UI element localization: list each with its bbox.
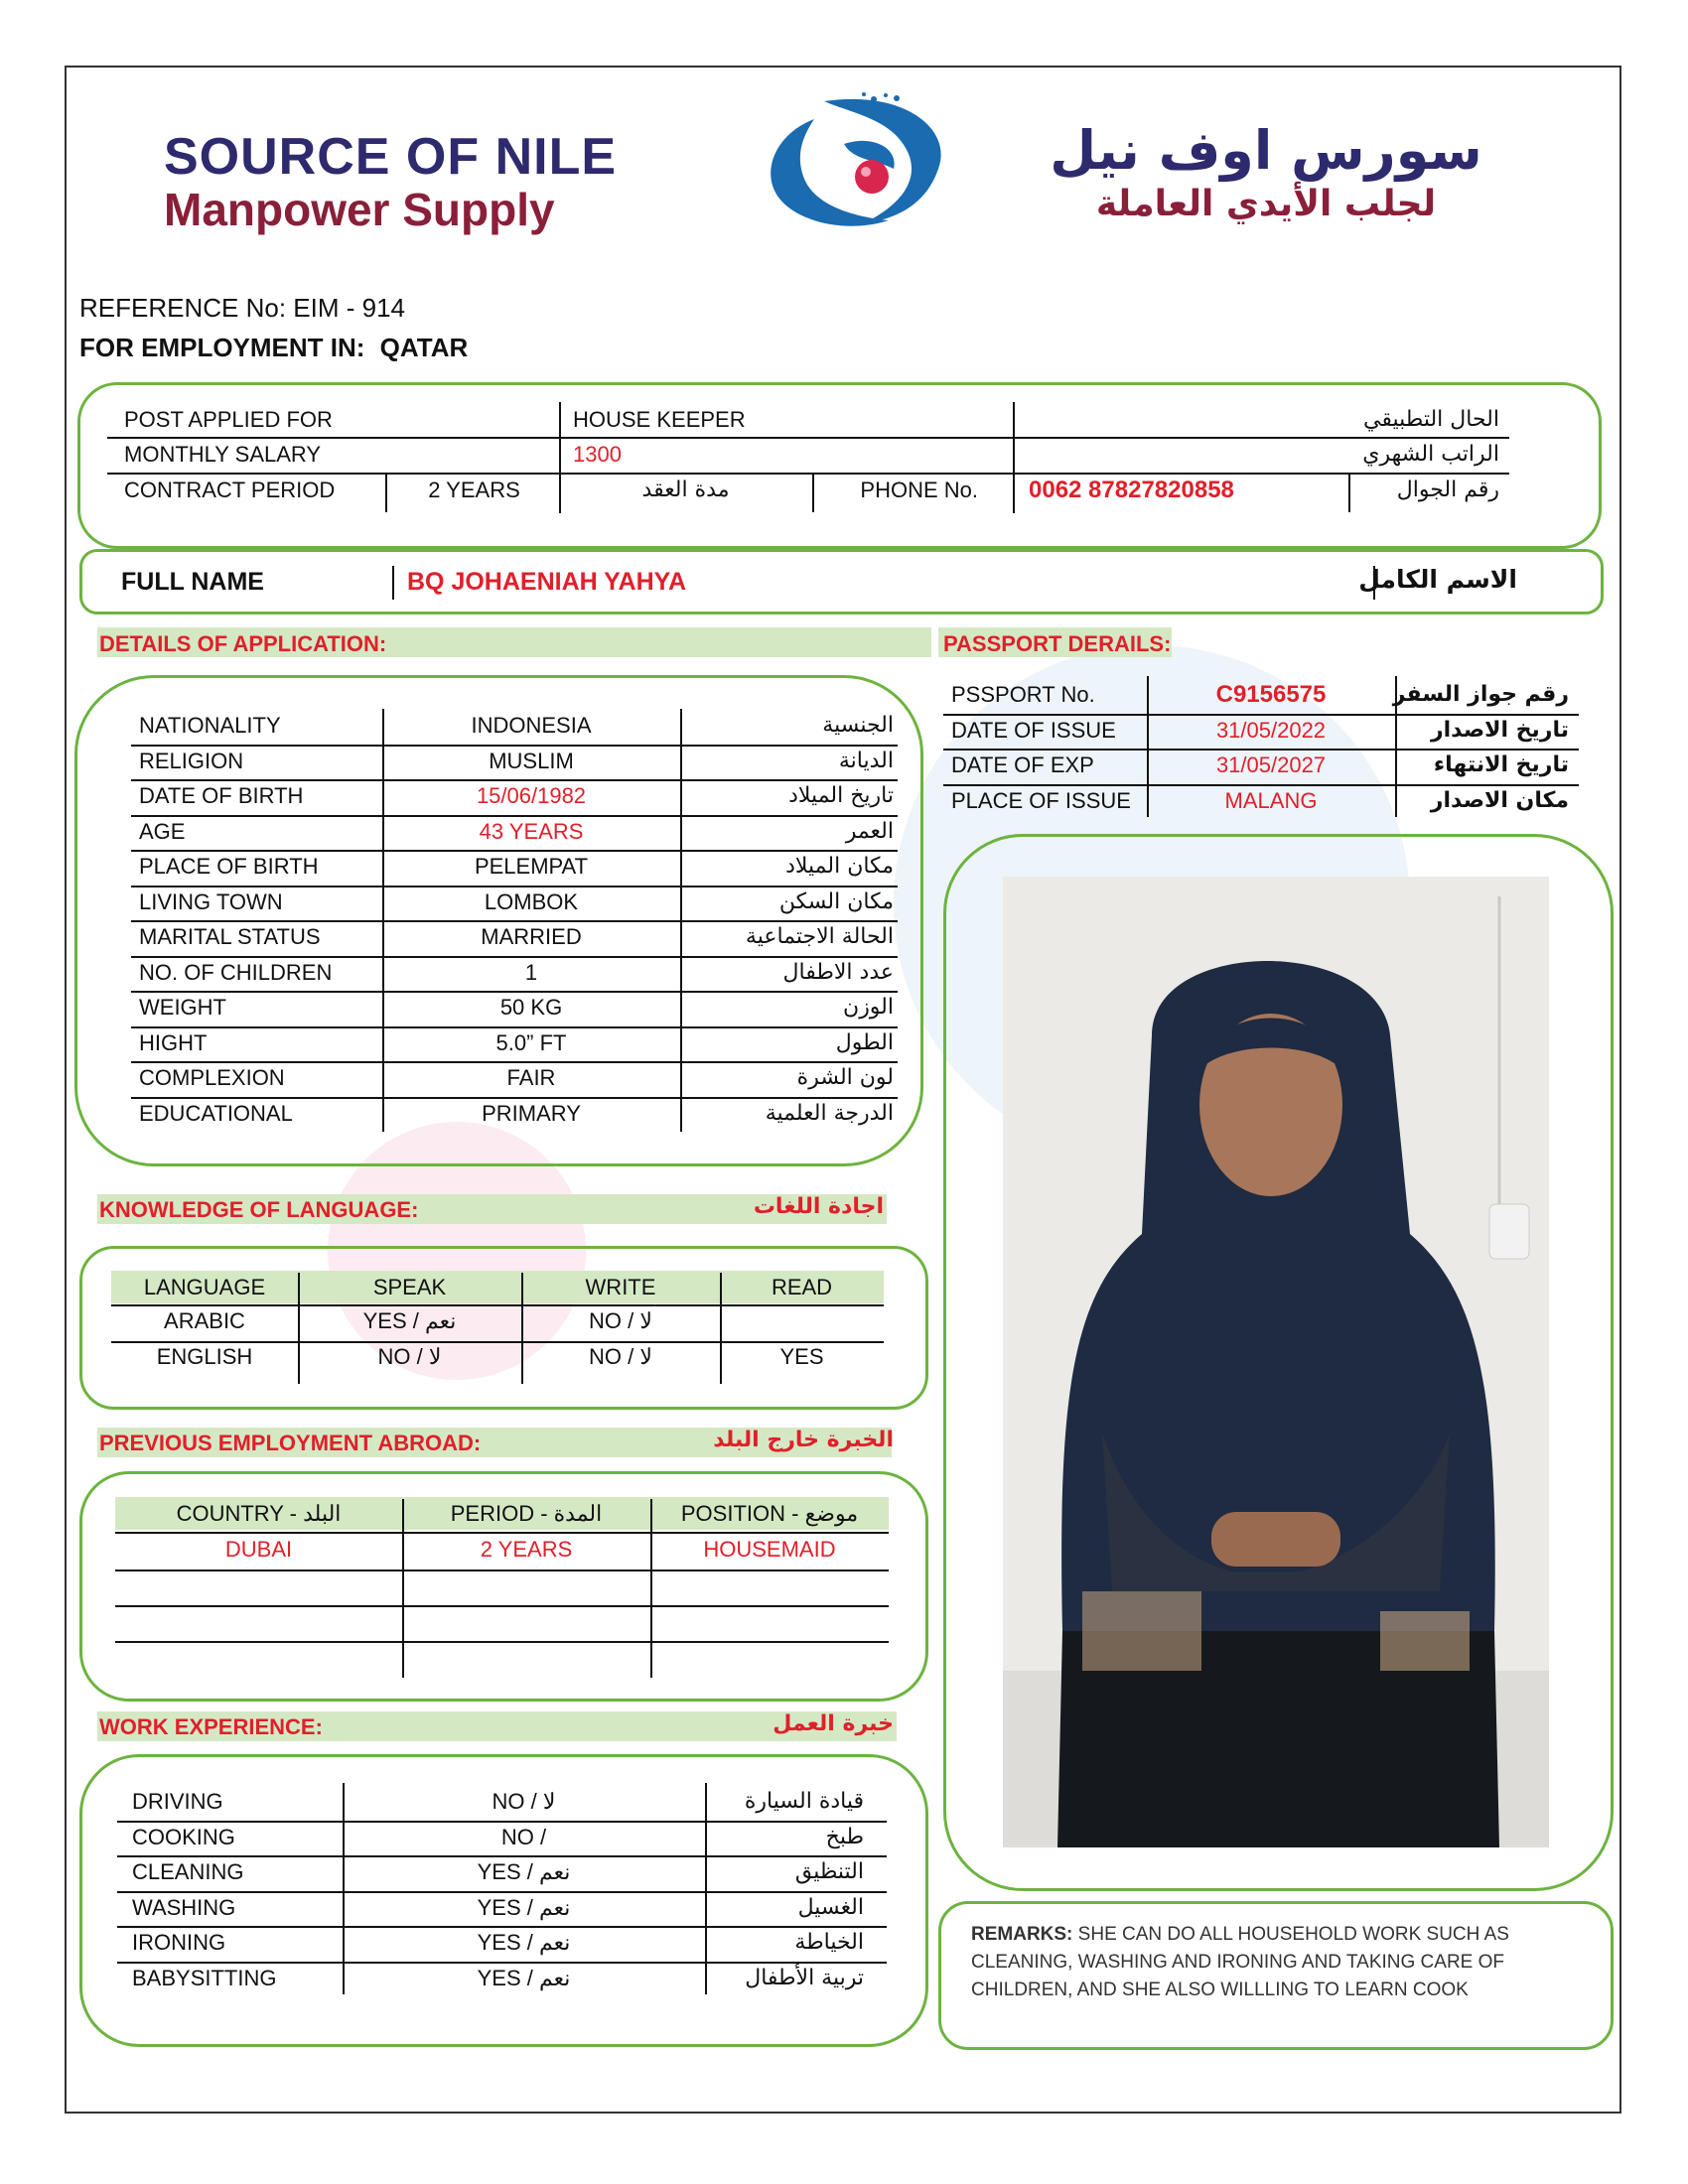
employment-label: FOR EMPLOYMENT IN: (79, 333, 365, 362)
applicant-photo (1003, 877, 1549, 1847)
detail-label: COMPLEXION (139, 1065, 285, 1090)
table-rule (111, 1304, 884, 1306)
detail-label: DATE OF BIRTH (139, 783, 304, 808)
phone-label: PHONE No. (860, 478, 978, 502)
work-label-ar: الغسيل (797, 1894, 864, 1920)
phone-value: 0062 87827820858 (1029, 477, 1234, 503)
passport-label-ar: مكان الاصدار (1430, 787, 1569, 813)
detail-value: PELEMPAT (474, 854, 589, 879)
company-name-line2: Manpower Supply (164, 184, 555, 235)
detail-label: EDUCATIONAL (139, 1100, 293, 1126)
table-rule (1013, 402, 1015, 513)
detail-label-ar: الديانة (838, 748, 894, 773)
detail-label-ar: الحالة الاجتماعية (745, 924, 894, 949)
detail-label: RELIGION (139, 748, 244, 773)
contract-label: CONTRACT PERIOD (124, 478, 336, 502)
employment-country: QATAR (379, 333, 469, 362)
detail-label-ar: تاريخ الميلاد (788, 783, 894, 808)
detail-value: 1 (524, 959, 538, 985)
language-cell: NO / لا (589, 1344, 652, 1369)
company-name-arabic-line1: سورس اوف نيل (1050, 119, 1482, 182)
detail-value: INDONESIA (471, 713, 592, 738)
detail-value: MUSLIM (489, 748, 574, 773)
table-rule (705, 1783, 707, 1994)
table-rule (115, 1570, 889, 1571)
table-rule (720, 1273, 722, 1384)
salary-label-ar: الراتب الشهري (1362, 442, 1499, 467)
full-name-label: FULL NAME (121, 568, 264, 596)
passport-label-ar: رقم جواز السفر (1392, 682, 1569, 707)
detail-label: HIGHT (139, 1029, 208, 1055)
language-title: KNOWLEDGE OF LANGUAGE: (99, 1197, 419, 1222)
table-rule (385, 475, 387, 512)
detail-label: LIVING TOWN (139, 888, 283, 914)
table-rule (131, 956, 898, 958)
work-title-ar: خبرة العمل (773, 1711, 894, 1736)
table-rule (131, 1061, 898, 1063)
previous-cell: 2 YEARS (480, 1537, 573, 1562)
work-label: IRONING (132, 1930, 226, 1955)
table-rule (559, 402, 561, 513)
detail-value: PRIMARY (482, 1100, 581, 1126)
table-rule (131, 886, 898, 887)
language-title-ar: اجادة اللغات (753, 1194, 884, 1219)
table-rule (115, 1532, 889, 1534)
detail-value: FAIR (506, 1065, 556, 1090)
company-name-arabic-line2: لجلب الأيدي العاملة (1095, 184, 1437, 224)
passport-label-ar: تاريخ الانتهاء (1433, 752, 1569, 777)
work-label-ar: الخياطة (794, 1930, 864, 1955)
table-rule (521, 1273, 523, 1384)
work-title: WORK EXPERIENCE: (99, 1714, 323, 1739)
work-label: COOKING (132, 1824, 235, 1849)
passport-value: C9156575 (1215, 681, 1327, 708)
table-rule (392, 566, 394, 600)
language-cell: YES / نعم (362, 1308, 457, 1333)
table-rule (111, 1341, 884, 1343)
work-label: WASHING (132, 1894, 236, 1920)
work-label: BABYSITTING (132, 1965, 277, 1990)
contract-label-ar: مدة العقد (641, 478, 730, 502)
work-value: YES / نعم (477, 1965, 571, 1990)
language-cell: YES (779, 1344, 824, 1369)
table-rule (1348, 475, 1350, 512)
detail-value: LOMBOK (484, 888, 579, 914)
table-rule (298, 1273, 300, 1384)
work-label: CLEANING (132, 1859, 244, 1884)
detail-value: 43 YEARS (479, 818, 584, 844)
remarks-text-block (971, 1921, 1592, 2004)
previous-cell: HOUSEMAID (703, 1537, 836, 1562)
detail-value: MARRIED (481, 924, 582, 949)
table-rule (382, 709, 384, 1132)
table-rule (943, 714, 1579, 716)
table-rule (117, 1855, 887, 1857)
table-rule (131, 991, 898, 993)
table-rule (131, 815, 898, 817)
nile-swirl-logo-icon (755, 89, 953, 233)
work-label-ar: قيادة السيارة (744, 1789, 864, 1814)
detail-label-ar: عدد الاطفال (782, 959, 894, 985)
detail-value: 50 KG (499, 995, 563, 1020)
previous-header: POSITION - موضع (680, 1501, 859, 1526)
table-rule (131, 779, 898, 781)
language-header: READ (771, 1275, 833, 1299)
remarks-text: SHE CAN DO ALL HOUSEHOLD WORK SUCH AS CLEANING, WASHING AND IRONING AND TAKING CARE OF CHILDREN, AND SHE ALSO WILLLING TO LEARN COOK (971, 1924, 1509, 2000)
detail-label-ar: العمر (845, 818, 894, 844)
work-label-ar: تربية الأطفال (745, 1965, 864, 1990)
passport-label: DATE OF ISSUE (951, 717, 1116, 743)
passport-label: DATE OF EXP (951, 752, 1094, 777)
detail-label-ar: مكان السكن (778, 888, 894, 914)
full-name-value: BQ JOHAENIAH YAHYA (407, 568, 687, 596)
detail-label-ar: الطول (835, 1029, 894, 1055)
detail-label: AGE (139, 818, 186, 844)
employment-line (79, 333, 468, 363)
remarks-label: REMARKS: (971, 1924, 1073, 1945)
language-cell: NO / لا (377, 1344, 442, 1369)
table-rule (117, 1926, 887, 1928)
previous-title-ar: الخبرة خارج البلد (713, 1428, 894, 1452)
table-rule (107, 473, 1509, 475)
detail-label: PLACE OF BIRTH (139, 854, 319, 879)
table-rule (943, 749, 1579, 751)
table-rule (115, 1605, 889, 1607)
passport-label: PSSPORT No. (951, 682, 1095, 707)
detail-label-ar: لون الشرة (796, 1065, 894, 1090)
contract-value: 2 YEARS (428, 478, 520, 502)
table-rule (131, 1026, 898, 1028)
previous-header: PERIOD - المدة (450, 1501, 603, 1526)
detail-label-ar: الدرجة العلمية (765, 1100, 894, 1126)
salary-value: 1300 (573, 442, 622, 467)
table-rule (680, 709, 682, 1132)
table-rule (1147, 676, 1149, 817)
detail-value: 15/06/1982 (476, 783, 587, 808)
table-rule (115, 1641, 889, 1643)
post-label: POST APPLIED FOR (124, 407, 333, 432)
company-name-arabic (1033, 119, 1499, 226)
detail-label: MARITAL STATUS (139, 924, 321, 949)
work-value: YES / نعم (477, 1894, 571, 1920)
table-rule (117, 1962, 887, 1964)
table-rule (107, 437, 1509, 439)
salary-label: MONTHLY SALARY (124, 442, 322, 467)
language-header: LANGUAGE (143, 1275, 266, 1299)
previous-title: PREVIOUS EMPLOYMENT ABROAD: (99, 1431, 482, 1455)
passport-label: PLACE OF ISSUE (951, 787, 1131, 813)
detail-label-ar: مكان الميلاد (785, 854, 894, 879)
work-label-ar: طبخ (825, 1824, 864, 1849)
detail-label: NATIONALITY (139, 713, 281, 738)
detail-label-ar: الجنسية (822, 713, 894, 738)
detail-label-ar: الوزن (843, 995, 894, 1020)
reference-value: EIM - 914 (293, 293, 405, 323)
company-name-english (164, 129, 617, 234)
reference-line (79, 293, 405, 324)
phone-label-ar: رقم الجوال (1396, 478, 1499, 502)
previous-header: COUNTRY - البلد (176, 1501, 342, 1526)
passport-label-ar: تاريخ الاصدار (1430, 717, 1569, 743)
table-rule (117, 1821, 887, 1823)
language-cell: ENGLISH (156, 1344, 253, 1369)
table-rule (650, 1499, 652, 1678)
language-header: SPEAK (372, 1275, 447, 1299)
table-rule (812, 475, 814, 512)
language-cell: NO / لا (589, 1308, 652, 1333)
passport-value: 31/05/2022 (1215, 717, 1327, 743)
work-label: DRIVING (132, 1789, 223, 1814)
company-name-line1: SOURCE OF NILE (164, 128, 618, 186)
table-rule (402, 1499, 404, 1678)
detail-label: WEIGHT (139, 995, 226, 1020)
table-rule (131, 745, 898, 747)
table-rule (131, 1097, 898, 1099)
work-value: YES / نعم (477, 1930, 571, 1955)
table-rule (343, 1783, 345, 1994)
table-rule (943, 784, 1579, 786)
detail-label: NO. OF CHILDREN (139, 959, 333, 985)
details-title: DETAILS OF APPLICATION: (99, 631, 387, 656)
work-value: NO / (500, 1824, 547, 1849)
table-rule (131, 920, 898, 922)
post-label-ar: الحال التطبيقي (1363, 407, 1499, 432)
passport-value: 31/05/2027 (1215, 752, 1327, 777)
passport-title: PASSPORT DERAILS: (943, 631, 1172, 656)
previous-cell: DUBAI (224, 1537, 293, 1562)
work-value: YES / نعم (477, 1859, 571, 1884)
table-rule (117, 1891, 887, 1893)
work-value: NO / لا (492, 1789, 556, 1814)
table-rule (1395, 676, 1397, 817)
detail-value: 5.0” FT (495, 1029, 567, 1055)
reference-label: REFERENCE No: (79, 293, 287, 323)
language-cell: ARABIC (164, 1308, 245, 1333)
post-value: HOUSE KEEPER (573, 407, 746, 432)
work-label-ar: التنظيق (794, 1859, 864, 1884)
full-name-label-ar: الاسم الكامل (1358, 565, 1517, 594)
passport-value: MALANG (1224, 787, 1318, 813)
language-header: WRITE (585, 1275, 656, 1299)
table-rule (131, 850, 898, 852)
